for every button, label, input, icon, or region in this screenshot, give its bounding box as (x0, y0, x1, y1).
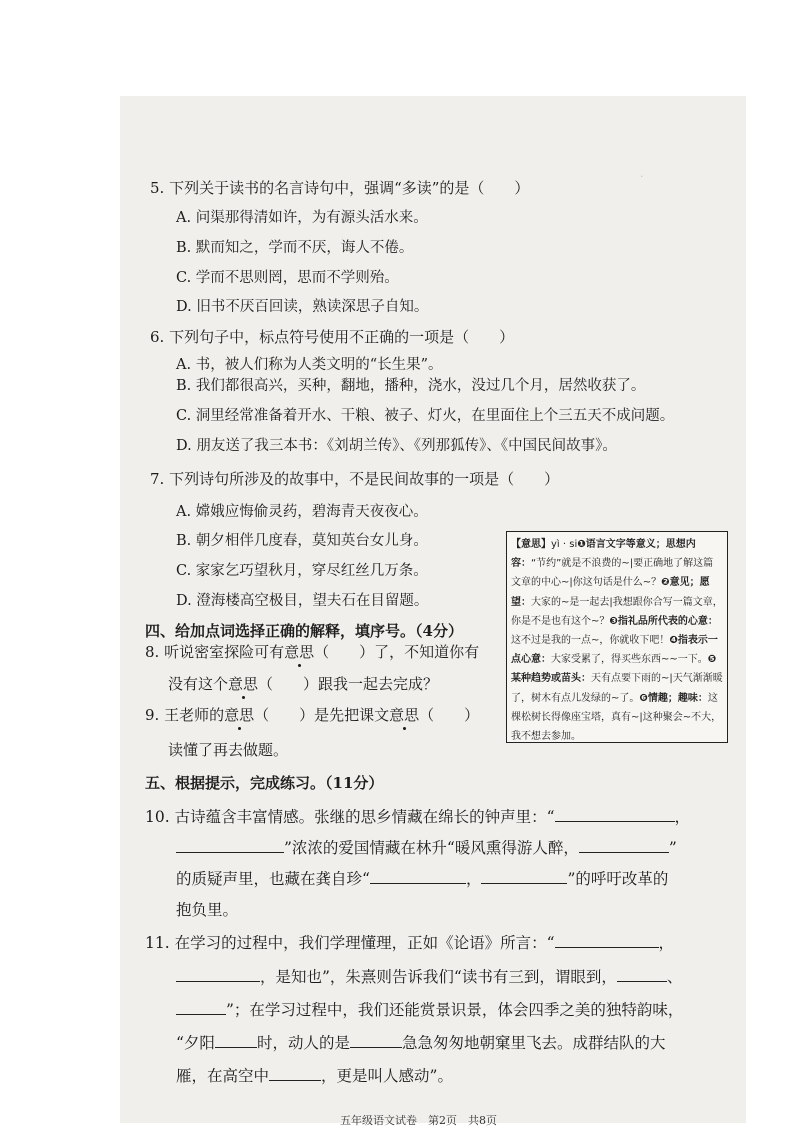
question-9-text: （ ） (419, 706, 480, 724)
dotted-word: 意思 (224, 706, 255, 724)
dotted-word: 意思 (228, 675, 259, 693)
sense-number-3: ❸ (609, 615, 618, 627)
page-footer: 五年级语文试卷 第2页 共8页 (340, 1114, 497, 1127)
answer-blank[interactable] (350, 1031, 402, 1048)
question-11-line-4 (176, 1031, 665, 1054)
sense-4-example: 大家受累了，得买些东西~~一下。 (551, 654, 708, 666)
dict-headword: 【意思】 (511, 539, 551, 550)
question-11-line-1 (145, 931, 674, 954)
section-4-title: 四、给加点词选择正确的解释，填序号。（4分） (145, 622, 463, 640)
sense-4-meaning: 指表示一点心意： (511, 635, 718, 666)
question-6-stem: 6. 下列句子中，标点符号使用不正确的一项是（ ） (150, 328, 515, 346)
answer-blank[interactable] (215, 1031, 257, 1048)
question-10-text: ， (465, 870, 482, 888)
question-9-line-2: 读懂了再去做题。 (168, 741, 289, 759)
sense-3-example: 这不过是我的一点~，你就收下吧！ (511, 635, 670, 647)
answer-blank[interactable] (176, 965, 260, 982)
answer-blank[interactable] (579, 836, 669, 853)
question-10-text: 10. 古诗蕴含丰富情感。张继的思乡情藏在绵长的钟声里：“ (145, 808, 555, 826)
question-10-text: 的质疑声里，也藏在龚自珍“ (176, 870, 370, 888)
question-5-option-c: C. 学而不思则罔，思而不学则殆。 (176, 270, 399, 286)
sense-5-meaning: 某种趋势或苗头： (511, 673, 591, 685)
question-11-text: 、 (666, 968, 683, 986)
question-11-text: 时，动人的是 (256, 1034, 350, 1052)
question-9-text: 9. 王老师的 (145, 706, 225, 724)
question-8-text: （ ）了，不知道你有 (314, 643, 480, 661)
sense-number-1: ❶ (577, 539, 586, 550)
question-10-text: ” (668, 839, 677, 857)
question-11-line-3 (176, 998, 683, 1021)
question-7-stem: 7. 下列诗句所涉及的故事中，不是民间故事的一项是（ ） (150, 470, 560, 488)
sense-2-meaning: 意见；愿望： (511, 577, 710, 608)
question-6-option-c: C. 洞里经常准备着开水、干粮、被子、灯火，在里面住上个三五天不成问题。 (176, 408, 675, 424)
question-11-text: 急急匆匆地朝窠里飞去。成群结队的大 (401, 1034, 666, 1052)
sense-number-4: ❹ (669, 635, 678, 647)
question-5-option-b: B. 默而知之，学而不厌，诲人不倦。 (176, 240, 414, 256)
question-7-option-a: A. 嫦娥应悔偷灵药，碧海青天夜夜心。 (176, 504, 428, 520)
question-5-stem: 5. 下列关于读书的名言诗句中，强调“多读”的是（ ） (150, 179, 530, 197)
answer-blank[interactable] (617, 965, 667, 982)
answer-blank[interactable] (269, 1064, 321, 1081)
question-8-text: （ ）跟我一起去完成？ (258, 675, 439, 693)
question-10-line-3 (176, 867, 668, 890)
question-11-text: ，更是叫人感动”。 (321, 1067, 453, 1085)
question-7-option-d: D. 澄海楼高空极目，望夫石在目留题。 (176, 593, 429, 609)
question-6-option-d: D. 朋友送了我三本书：《刘胡兰传》、《列那狐传》、《中国民间故事》。 (176, 438, 617, 454)
sense-1-meaning: 语言文字等意义；思想内容： (511, 539, 696, 570)
sense-number-5: ❺ (707, 654, 717, 666)
question-8-text: 8. 听说密室探险可有 (145, 643, 285, 661)
question-10-line-2 (176, 836, 677, 859)
question-11-text: ，是知也”，朱熹则告诉我们“读书有三到，谓眼到， (260, 968, 617, 986)
dictionary-entry-box (506, 531, 728, 743)
question-7-option-b: B. 朝夕相伴几度春，莫知英台女儿身。 (176, 533, 428, 549)
sense-5-example: 天有点要下雨的~|天气渐渐暖了，树木有点儿发绿的~了。 (511, 673, 723, 704)
question-10-text: ”浓浓的爱国情藏在林升“暖风熏得游人醉， (284, 839, 579, 857)
question-11-text: ， (658, 934, 675, 952)
question-6-option-a: A. 书，被人们称为人类文明的“长生果”。 (176, 357, 443, 373)
question-9-text: （ ）是先把课文 (254, 706, 390, 724)
bleed-through-text: · (640, 170, 644, 183)
question-11-text: “夕阳 (176, 1034, 215, 1052)
answer-blank[interactable] (176, 998, 226, 1015)
answer-blank[interactable] (176, 836, 284, 853)
answer-blank[interactable] (555, 931, 659, 948)
question-10-line-4: 抱负里。 (176, 901, 239, 919)
question-11-line-5 (176, 1064, 453, 1087)
question-11-text: 11. 在学习的过程中，我们学理懂理，正如《论语》所言：“ (145, 934, 555, 952)
question-8-text: 没有这个 (168, 675, 229, 693)
question-11-line-2 (176, 965, 682, 988)
question-10-line-1 (145, 805, 690, 828)
answer-blank[interactable] (555, 805, 675, 822)
question-10-text: ”的呼吁改革的 (567, 870, 669, 888)
section-5-title: 五、根据提示，完成练习。（11分） (145, 774, 384, 792)
sense-3-meaning: 指礼品所代表的心意： (617, 615, 718, 627)
question-9-line-1 (145, 705, 479, 725)
question-5-option-d: D. 旧书不厌百回读，熟读深思子自知。 (176, 299, 429, 315)
question-8-line-2 (168, 674, 438, 694)
answer-blank[interactable] (370, 867, 466, 884)
question-7-option-c: C. 家家乞巧望秋月，穿尽红丝几万条。 (176, 563, 428, 579)
sense-number-6: ❻ (639, 692, 648, 704)
question-11-text: ”；在学习过程中，我们还能赏景识景，体会四季之美的独特韵味， (226, 1001, 684, 1019)
dict-pinyin: yì · si (551, 539, 578, 550)
sense-1-example: “节约”就是不浪费的~|要正确地了解这篇文章的中心~|你这句话是什么~？ (511, 558, 714, 589)
sense-6-meaning: 情趣；趣味： (647, 692, 708, 704)
sense-6-example: 这棵松树长得像座宝塔，真有~|这种聚会~不大，我不想去参加。 (511, 692, 722, 743)
question-8-line-1 (145, 642, 479, 662)
question-6-option-b: B. 我们都很高兴，买种，翻地，播种，浇水，没过几个月，居然收获了。 (176, 378, 646, 394)
dotted-word: 意思 (284, 643, 315, 661)
sense-number-2: ❷ (661, 577, 670, 589)
dictionary-entry-text (511, 535, 723, 746)
sense-2-example: 大家的~是一起去|我想跟你合写一篇文章，你是不是也有这个~？ (511, 596, 723, 627)
question-10-text: ， (674, 808, 691, 826)
answer-blank[interactable] (481, 867, 567, 884)
question-11-text: 雁，在高空中 (176, 1067, 270, 1085)
dotted-word: 意思 (389, 706, 420, 724)
question-5-option-a: A. 问渠那得清如许，为有源头活水来。 (176, 210, 428, 226)
